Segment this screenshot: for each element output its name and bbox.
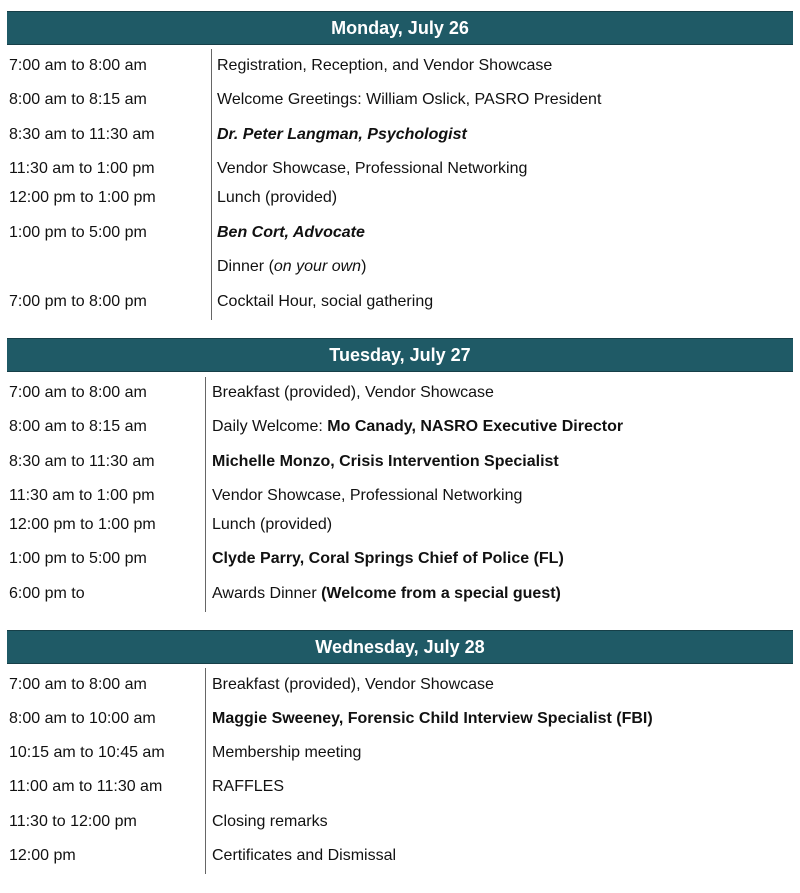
day-header: Monday, July 26 bbox=[7, 11, 793, 45]
event-cell bbox=[212, 450, 559, 474]
schedule-row bbox=[7, 484, 793, 508]
event-cell bbox=[212, 484, 522, 508]
schedule-row bbox=[7, 221, 793, 245]
time-cell: 11:30 to 12:00 pm bbox=[9, 813, 137, 830]
time-cell: 12:00 pm to 1:00 pm bbox=[9, 189, 156, 206]
day-section-wednesday bbox=[7, 630, 793, 874]
time-cell: 8:00 am to 8:15 am bbox=[9, 418, 147, 435]
time-cell: 7:00 am to 8:00 am bbox=[9, 676, 147, 693]
event-cell bbox=[212, 582, 561, 606]
event-text: RAFFLES bbox=[212, 778, 285, 795]
event-cell bbox=[217, 255, 366, 279]
event-cell bbox=[212, 547, 564, 571]
event-cell bbox=[217, 88, 601, 112]
time-cell: 7:00 am to 8:00 am bbox=[9, 384, 147, 401]
schedule-row bbox=[7, 88, 793, 112]
schedule-row bbox=[7, 513, 793, 537]
schedule-rows bbox=[7, 372, 793, 612]
event-cell bbox=[217, 186, 337, 210]
time-cell: 11:00 am to 11:30 am bbox=[9, 778, 163, 795]
event-text: Breakfast (provided), Vendor Showcase bbox=[212, 676, 494, 693]
event-cell bbox=[217, 290, 433, 314]
event-text: ) bbox=[361, 258, 367, 275]
schedule-row bbox=[7, 186, 793, 210]
event-cell bbox=[217, 221, 365, 245]
schedule-rows bbox=[7, 664, 793, 874]
time-cell: 8:00 am to 8:15 am bbox=[9, 91, 147, 108]
event-text: Breakfast (provided), Vendor Showcase bbox=[212, 384, 494, 401]
speaker-name: Michelle Monzo, Crisis Intervention Specialist bbox=[212, 453, 559, 470]
schedule-row bbox=[7, 810, 793, 834]
event-cell bbox=[212, 381, 494, 405]
event-text: Certificates and Dismissal bbox=[212, 847, 397, 864]
schedule-row bbox=[7, 450, 793, 474]
event-cell bbox=[217, 157, 527, 181]
event-note: on your own bbox=[273, 258, 362, 275]
time-cell: 6:00 pm to bbox=[9, 585, 85, 602]
schedule-row bbox=[7, 741, 793, 765]
event-cell bbox=[217, 54, 552, 78]
day-section-monday bbox=[7, 11, 793, 320]
speaker-name: Mo Canady, NASRO Executive Director bbox=[327, 418, 624, 435]
event-cell bbox=[212, 707, 653, 731]
day-header: Wednesday, July 28 bbox=[7, 630, 793, 664]
schedule-row bbox=[7, 844, 793, 868]
event-cell bbox=[212, 844, 396, 868]
time-cell: 1:00 pm to 5:00 pm bbox=[9, 224, 147, 241]
time-cell: 8:30 am to 11:30 am bbox=[9, 453, 155, 470]
event-text: Dinner ( bbox=[217, 258, 274, 275]
speaker-name: Ben Cort, Advocate bbox=[217, 224, 365, 241]
schedule-row bbox=[7, 157, 793, 181]
event-text: Closing remarks bbox=[212, 813, 328, 830]
event-highlight: (Welcome from a special guest) bbox=[321, 585, 561, 602]
schedule-row bbox=[7, 775, 793, 799]
time-cell: 11:30 am to 1:00 pm bbox=[9, 160, 155, 177]
time-cell: 12:00 pm bbox=[9, 847, 76, 864]
schedule-row bbox=[7, 415, 793, 439]
time-cell: 8:30 am to 11:30 am bbox=[9, 126, 155, 143]
speaker-name: Clyde Parry, Coral Springs Chief of Police (FL) bbox=[212, 550, 564, 567]
schedule-row bbox=[7, 673, 793, 697]
time-cell: 12:00 pm to 1:00 pm bbox=[9, 516, 156, 533]
schedule-rows bbox=[7, 45, 793, 320]
event-cell bbox=[212, 415, 623, 439]
time-cell: 7:00 pm to 8:00 pm bbox=[9, 293, 147, 310]
time-cell: 1:00 pm to 5:00 pm bbox=[9, 550, 147, 567]
event-text: Registration, Reception, and Vendor Showcase bbox=[217, 57, 553, 74]
event-cell bbox=[212, 810, 328, 834]
schedule-row bbox=[7, 123, 793, 147]
time-cell: 8:00 am to 10:00 am bbox=[9, 710, 156, 727]
day-header: Tuesday, July 27 bbox=[7, 338, 793, 372]
schedule-row bbox=[7, 255, 793, 279]
speaker-name: Maggie Sweeney, Forensic Child Interview Specialist (FBI) bbox=[212, 710, 653, 727]
event-cell bbox=[217, 123, 467, 147]
event-cell bbox=[212, 513, 332, 537]
schedule-row bbox=[7, 54, 793, 78]
event-text: Vendor Showcase, Professional Networking bbox=[217, 160, 528, 177]
time-cell: 11:30 am to 1:00 pm bbox=[9, 487, 155, 504]
day-section-tuesday bbox=[7, 338, 793, 612]
event-text: Daily Welcome: bbox=[212, 418, 328, 435]
event-cell bbox=[212, 775, 284, 799]
schedule-row bbox=[7, 707, 793, 731]
event-text: Vendor Showcase, Professional Networking bbox=[212, 487, 523, 504]
event-text: Awards Dinner bbox=[212, 585, 322, 602]
event-text: Lunch (provided) bbox=[212, 516, 333, 533]
schedule-row bbox=[7, 582, 793, 606]
time-cell: 10:15 am to 10:45 am bbox=[9, 744, 165, 761]
event-text: Membership meeting bbox=[212, 744, 362, 761]
schedule-row bbox=[7, 290, 793, 314]
time-cell: 7:00 am to 8:00 am bbox=[9, 57, 147, 74]
event-cell bbox=[212, 673, 494, 697]
schedule-row bbox=[7, 381, 793, 405]
event-text: Cocktail Hour, social gathering bbox=[217, 293, 434, 310]
event-text: Welcome Greetings: William Oslick, PASRO President bbox=[217, 91, 602, 108]
speaker-name: Dr. Peter Langman, Psychologist bbox=[217, 126, 467, 143]
schedule-row bbox=[7, 547, 793, 571]
event-text: Lunch (provided) bbox=[217, 189, 338, 206]
event-cell bbox=[212, 741, 361, 765]
